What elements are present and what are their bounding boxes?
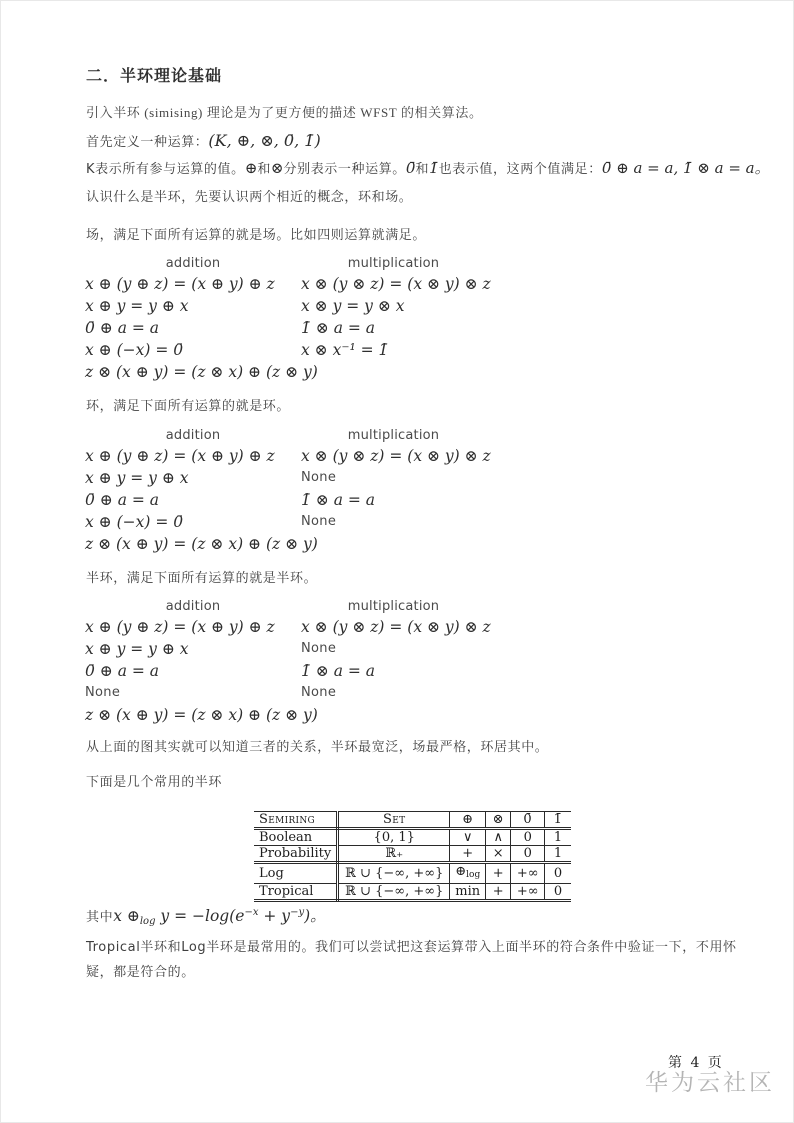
equation: x ⊗ (y ⊗ z) = (x ⊗ y) ⊗ z [301, 447, 491, 465]
ring-paragraph: 环，满足下面所有运算的就是环。 [86, 399, 291, 414]
log-subscript: log [466, 870, 481, 880]
inline-text: K表示所有参与运算的值。 [86, 162, 245, 177]
closing-paragraph: Tropical半环和Log半环是最常用的。我们可以尝试把这套运算带入上面半环的符合条件中验证一下，不用怀疑，都是符合的。 [86, 940, 737, 980]
equation-row [85, 317, 605, 339]
field-paragraph: 场，满足下面所有运算的就是场。比如四则运算就满足。 [86, 228, 427, 243]
equation: x ⊗ (y ⊗ z) = (x ⊗ y) ⊗ z [301, 275, 491, 293]
col-header-one: 1̄ [545, 812, 571, 829]
concepts-paragraph: 认识什么是半环，先要认识两个相近的概念，环和场。 [86, 190, 413, 205]
cell: × [486, 846, 511, 863]
addition-header: addition [165, 256, 221, 271]
k-definition-line [86, 157, 770, 178]
table-row-log [254, 863, 571, 884]
inline-math: ⊗ [270, 159, 284, 177]
cell: 0 [511, 846, 545, 863]
inline-text: 和 [257, 162, 271, 177]
equation-row [85, 295, 605, 317]
cell: ∨ [450, 829, 486, 846]
equation-row [85, 445, 605, 467]
intro-paragraph: 引入半环 (simising) 理论是为了更方便的描述 WFST 的相关算法。 [86, 105, 483, 120]
col-header-zero: 0̄ [511, 812, 545, 829]
semiring-paragraph: 半环，满足下面所有运算的就是半环。 [86, 571, 318, 586]
cell: {0, 1} [338, 829, 450, 846]
equation-row [85, 638, 605, 660]
equation-row [85, 361, 605, 383]
log-formula-math: x $\oplus_{log}$ $y = -\log(e^{-x} + y^{-y})$。 [113, 907, 326, 927]
col-header-oplus: ⊕ [450, 812, 486, 829]
equation: x ⊗ x⁻¹ = 1̄ [301, 341, 389, 359]
equation-row [85, 704, 605, 726]
semiring-column-headers [85, 599, 605, 616]
equation-row [85, 533, 605, 555]
cell: ℝ₊ [338, 846, 450, 863]
equation: 0̄ ⊕ a = a [85, 662, 160, 680]
cell: + [450, 846, 486, 863]
semiring-operations-block [85, 599, 605, 726]
inline-math: ⊕ [244, 159, 258, 177]
cell: 1 [545, 846, 571, 863]
inline-text: 和 [415, 162, 430, 177]
equation: None [85, 685, 121, 700]
cell: Boolean [254, 829, 338, 846]
cell: Log [254, 863, 338, 884]
ring-column-headers [85, 428, 605, 445]
equation: x ⊗ y = y ⊗ x [301, 297, 405, 315]
equation: 1̄ ⊗ a = a [301, 491, 376, 509]
equation: None [301, 641, 337, 656]
equation: z ⊗ (x ⊕ y) = (z ⊗ x) ⊕ (z ⊗ y) [85, 535, 318, 553]
cell: 0 [545, 863, 571, 884]
table-header-row [254, 812, 571, 829]
equation: 1̄ ⊗ a = a [301, 319, 376, 337]
col-header-set: Set [338, 812, 450, 829]
equation: 1̄ ⊗ a = a [301, 662, 376, 680]
col-header-otimes: ⊗ [486, 812, 511, 829]
addition-header: addition [165, 599, 221, 614]
log-formula-line [86, 904, 326, 927]
field-column-headers [85, 256, 605, 273]
equation: x ⊕ (y ⊕ z) = (x ⊕ y) ⊕ z [85, 447, 275, 465]
cell: ∧ [486, 829, 511, 846]
cell: + [486, 863, 511, 884]
cell: 1 [545, 829, 571, 846]
inline-math: 1̄ [429, 159, 439, 177]
inline-text: 分别表示一种运算。 [283, 162, 406, 177]
cell: +∞ [511, 884, 545, 901]
equation: x ⊕ (−x) = 0̄ [85, 341, 184, 359]
inline-math: 0̄ [405, 159, 416, 177]
equation: x ⊕ (y ⊕ z) = (x ⊕ y) ⊕ z [85, 275, 275, 293]
multiplication-header: multiplication [347, 256, 440, 271]
equation: z ⊗ (x ⊕ y) = (z ⊗ x) ⊕ (z ⊗ y) [85, 363, 318, 381]
define-label: 首先定义一种运算： [86, 135, 209, 150]
addition-header: addition [165, 428, 221, 443]
col-header-semiring: Semiring [254, 812, 338, 829]
inline-text: 也表示值，这两个值满足： [438, 162, 602, 177]
formula-prefix: 其中 [86, 910, 114, 925]
equation: x ⊕ (−x) = 0̄ [85, 513, 184, 531]
ring-operations-block [85, 428, 605, 555]
common-semirings-paragraph: 下面是几个常用的半环 [86, 775, 223, 790]
equation-row [85, 682, 605, 704]
watermark: 华为云社区 [645, 1070, 775, 1096]
table-row-probability [254, 846, 571, 863]
cell: + [486, 884, 511, 901]
define-tuple-math: (K, ⊕, ⊗, 0̄, 1̄) [208, 131, 321, 150]
section-title: 二．半环理论基础 [86, 66, 223, 85]
equation: None [301, 685, 337, 700]
equation-row [85, 489, 605, 511]
equation: x ⊗ (y ⊗ z) = (x ⊗ y) ⊗ z [301, 618, 491, 636]
equation: 0̄ ⊕ a = a [85, 491, 160, 509]
field-operations-block [85, 256, 605, 383]
table-row-boolean [254, 829, 571, 846]
cell: ℝ ∪ {−∞, +∞} [338, 884, 450, 901]
cell: Tropical [254, 884, 338, 901]
cell: 0 [511, 829, 545, 846]
equation: 0̄ ⊕ a = a [85, 319, 160, 337]
inline-math: 0̄ ⊕ a = a, 1̄ ⊗ a = a。 [601, 159, 770, 177]
equation: x ⊕ y = y ⊕ x [85, 297, 189, 315]
multiplication-header: multiplication [347, 428, 440, 443]
define-line [86, 131, 321, 150]
cell: 0 [545, 884, 571, 901]
cell: +∞ [511, 863, 545, 884]
equation: None [301, 470, 337, 485]
page-number: 第 4 页 [668, 1055, 724, 1071]
relation-paragraph: 从上面的图其实就可以知道三者的关系，半环最宽泛，场最严格，环居其中。 [86, 740, 549, 755]
equation-row [85, 511, 605, 533]
cell: ℝ ∪ {−∞, +∞} [338, 863, 450, 884]
equation-row [85, 273, 605, 295]
table-row-tropical [254, 884, 571, 901]
equation: x ⊕ y = y ⊕ x [85, 469, 189, 487]
cell: min [450, 884, 486, 901]
equation-row [85, 660, 605, 682]
semiring-table [254, 811, 571, 902]
equation: None [301, 514, 337, 529]
equation: z ⊗ (x ⊕ y) = (z ⊗ x) ⊕ (z ⊗ y) [85, 706, 318, 724]
multiplication-header: multiplication [347, 599, 440, 614]
cell: Probability [254, 846, 338, 863]
equation-row [85, 616, 605, 638]
equation-row [85, 467, 605, 489]
equation: x ⊕ (y ⊕ z) = (x ⊕ y) ⊕ z [85, 618, 275, 636]
equation: x ⊕ y = y ⊕ x [85, 640, 189, 658]
equation-row [85, 339, 605, 361]
cell: $\oplus_{log}$ [450, 863, 486, 884]
